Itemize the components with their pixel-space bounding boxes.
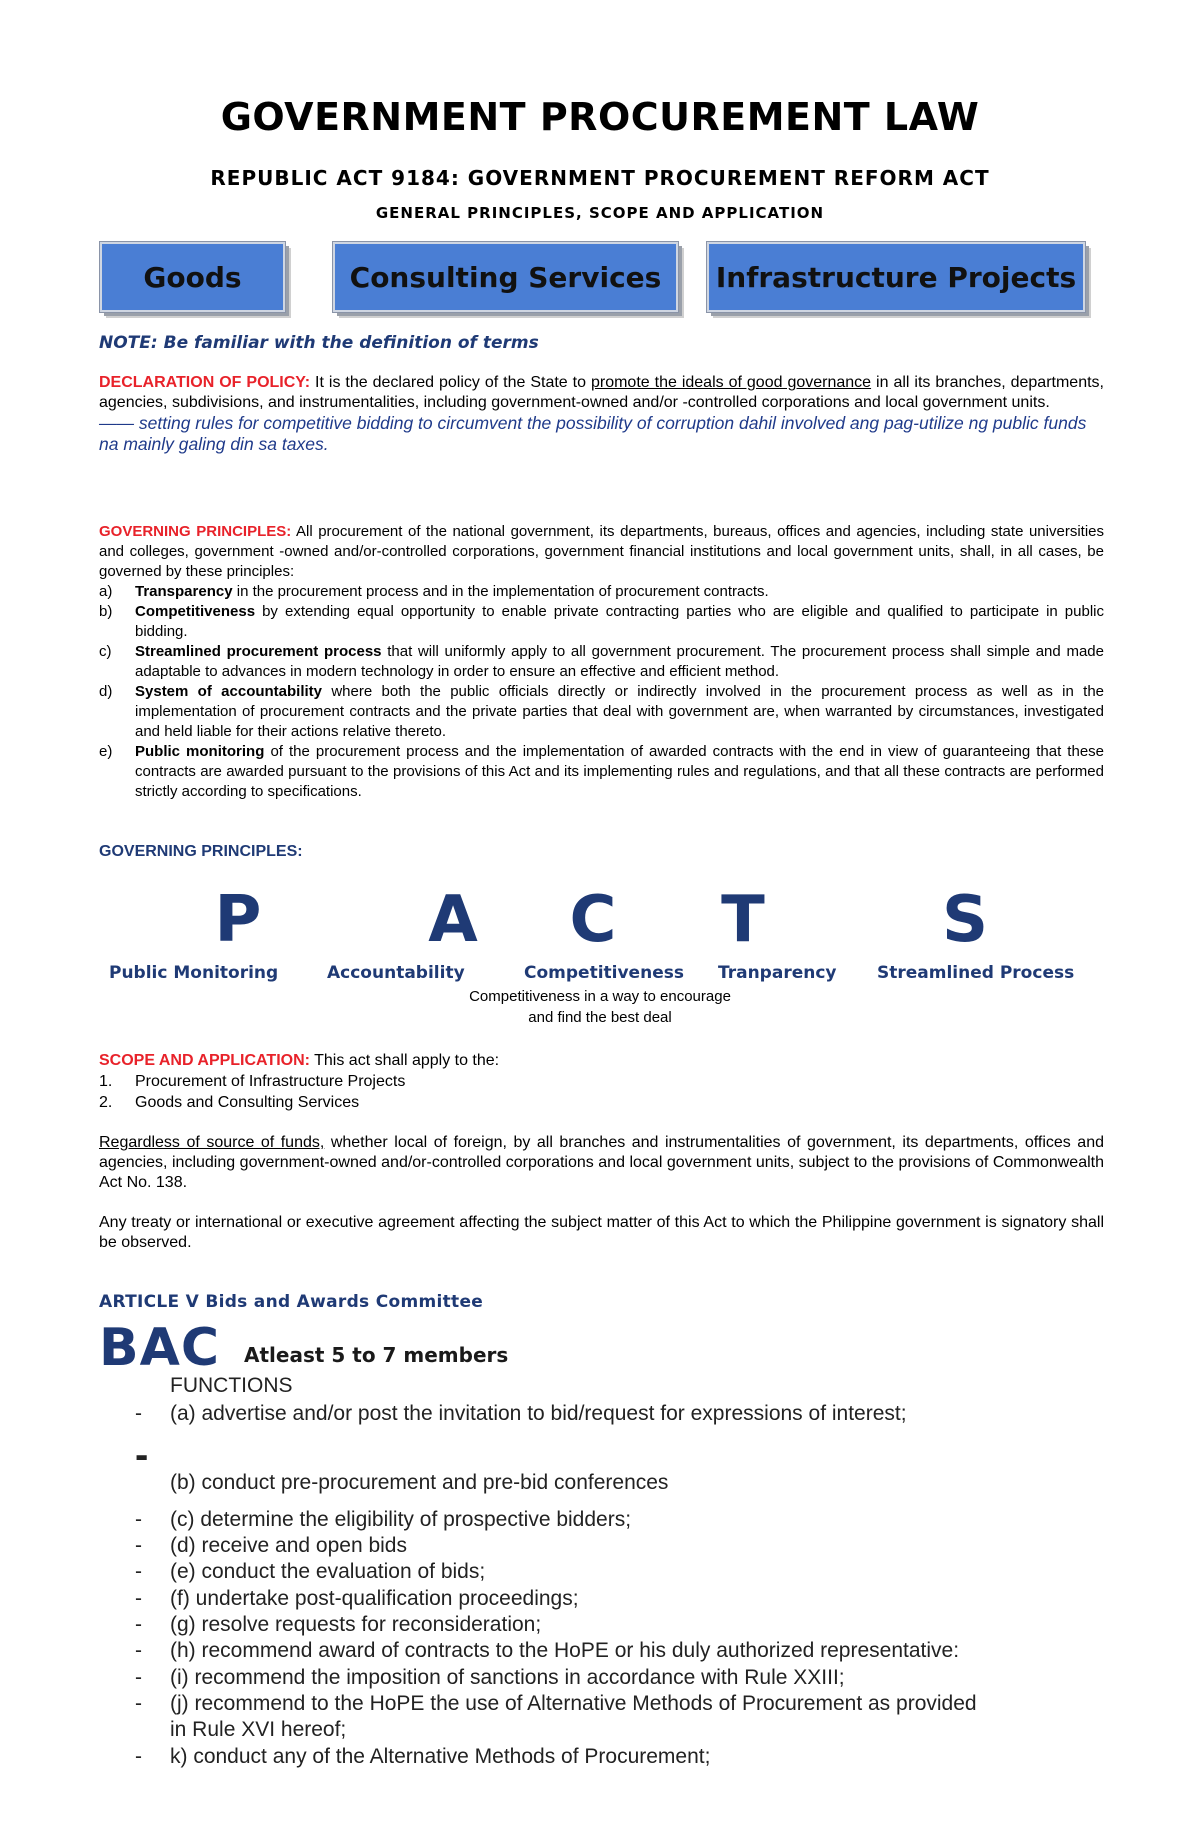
bullet-dash: -: [135, 1433, 149, 1477]
page-title: GOVERNMENT PROCUREMENT LAW: [220, 95, 980, 139]
category-goods: Goods: [100, 242, 285, 312]
list-marker: b): [99, 603, 113, 620]
principle-text: that will uniformly apply to all government procurement. The procurement process shall simple and made adaptable to advances in modern technology in order to ensure an effective and efficient method.: [135, 643, 1104, 680]
bullet-dash: -: [135, 1534, 142, 1557]
bullet-dash: -: [135, 1613, 142, 1636]
pacts-note-line-1: Competitiveness in a way to encourage: [469, 988, 731, 1005]
scope-label: SCOPE AND APPLICATION:: [99, 1052, 310, 1069]
category-infrastructure-projects: Infrastructure Projects: [707, 242, 1085, 312]
function-text: (c) determine the eligibility of prospective bidders;: [170, 1508, 632, 1531]
function-text: k) conduct any of the Alternative Methods of Procurement;: [170, 1745, 711, 1768]
function-text: (b) conduct pre-procurement and pre-bid conferences: [170, 1471, 669, 1494]
list-item: [99, 742, 1104, 802]
list-marker: d): [99, 683, 113, 700]
list-item: [99, 582, 1104, 602]
principle-text: where both the public officials directly or indirectly involved in the procurement process as well as in the implementation of procurement contracts and the private parties that deal with government are, when warranted by circumstances, investigated and held liable for their actions relative thereto.: [135, 683, 1105, 740]
note-text: NOTE: Be familiar with the definition of terms: [99, 333, 539, 353]
pacts-label-accountability: Accountability: [327, 963, 465, 983]
pacts-letter-a: A: [428, 883, 478, 957]
list-marker: 1.: [99, 1073, 113, 1090]
section-subtitle: GENERAL PRINCIPLES, SCOPE AND APPLICATION: [375, 204, 825, 222]
category-consulting-services: Consulting Services: [333, 242, 678, 312]
pacts-note-line-2: and find the best deal: [528, 1009, 672, 1026]
act-subtitle: REPUBLIC ACT 9184: GOVERNMENT PROCUREMENT REFORM ACT: [210, 166, 990, 190]
declaration-comment: —— setting rules for competitive bidding to circumvent the possibility of corruption dahil involved ang pag-utilize ng public funds na mainly galing din sa taxes.: [99, 413, 1087, 454]
funds-paragraph: [99, 1133, 1104, 1193]
governing-intro: All procurement of the national government, its departments, bureaus, offices and agencies, including state universities and colleges, government -owned and/or-controlled corporations, government financial institutions and local government units, shall, in all cases, be governed by these principles:: [99, 523, 1104, 580]
funds-text: whether local of foreign, by all branches and instrumentalities of government, its departments, offices and agencies, including government-owned and/or-controlled corporations and local government units, subject to the provisions of Commonwealth Act No. 138.: [99, 1134, 1104, 1191]
function-text: (f) undertake post-qualification proceedings;: [170, 1587, 579, 1610]
function-text: (g) resolve requests for reconsideration;: [170, 1613, 542, 1636]
list-marker: a): [99, 583, 113, 600]
principle-term: Streamlined procurement process: [135, 643, 382, 660]
bullet-dash: -: [135, 1666, 142, 1689]
declaration-underlined: promote the ideals of good governance: [590, 374, 872, 391]
declaration-label: DECLARATION OF POLICY:: [99, 374, 311, 391]
principle-text: of the procurement process and the implementation of awarded contracts with the end in view of guaranteeing that these contracts are awarded pursuant to the provisions of this Act and its implementing rules and regulations, and that all these contracts are performed strictly according to specifications.: [135, 743, 1105, 800]
declaration-paragraph: [99, 373, 1104, 455]
funds-underlined: Regardless of source of funds,: [99, 1134, 325, 1151]
scope-text: This act shall apply to the:: [309, 1052, 500, 1069]
pacts-label-competitiveness: Competitiveness: [524, 963, 684, 983]
scope-paragraph: [99, 1050, 1104, 1113]
list-item: [99, 602, 1104, 642]
function-text: (i) recommend the imposition of sanctions in accordance with Rule XXIII;: [170, 1666, 845, 1689]
pacts-label-streamlined-process: Streamlined Process: [877, 963, 1075, 983]
bullet-dash: -: [135, 1639, 142, 1662]
declaration-text-1: It is the declared policy of the State to: [310, 374, 591, 391]
pacts-letter-c: C: [569, 883, 617, 957]
treaty-paragraph: Any treaty or international or executive agreement affecting the subject matter of this Act to which the Philippine government is signatory shall be observed.: [99, 1214, 1104, 1251]
declaration-text-2: in all its branches, departments, agencies, subdivisions, and instrumentalities, including government-owned and/or -controlled corporations and local government units.: [99, 374, 1104, 411]
pacts-letter-p: P: [214, 883, 262, 957]
list-marker: c): [99, 643, 112, 660]
list-item: [99, 642, 1104, 682]
pacts-label-public-monitoring: Public Monitoring: [109, 963, 279, 983]
list-marker: 2.: [99, 1094, 113, 1111]
pacts-letter-t: T: [721, 883, 765, 957]
principle-term: System of accountability: [135, 683, 323, 700]
bullet-dash: -: [135, 1508, 142, 1531]
function-text: (j) recommend to the HoPE the use of Alternative Methods of Procurement as provided: [170, 1692, 977, 1715]
bac-title: BAC: [99, 1318, 221, 1378]
principle-term: Public monitoring: [135, 743, 265, 760]
bullet-dash: -: [135, 1745, 142, 1768]
bac-members: Atleast 5 to 7 members: [244, 1343, 509, 1367]
principle-term: Transparency: [135, 583, 233, 600]
functions-title: FUNCTIONS: [170, 1374, 293, 1397]
principle-text: by extending equal opportunity to enable private contracting parties who are eligible and qualified to participate in public bidding.: [135, 603, 1104, 640]
pacts-heading: GOVERNING PRINCIPLES:: [99, 843, 303, 860]
governing-paragraph: [99, 522, 1104, 802]
list-item: [99, 1071, 1104, 1092]
pacts-label-transparency: Tranparency: [718, 963, 837, 983]
governing-label: GOVERNING PRINCIPLES:: [99, 523, 292, 540]
pacts-letter-s: S: [941, 883, 989, 957]
function-text: (a) advertise and/or post the invitation to bid/request for expressions of interest;: [170, 1402, 907, 1425]
principle-text: in the procurement process and in the implementation of procurement contracts.: [232, 583, 769, 600]
bullet-dash: -: [135, 1587, 142, 1610]
scope-item-text: Goods and Consulting Services: [135, 1094, 360, 1111]
list-item: [99, 1092, 1104, 1113]
function-text: (e) conduct the evaluation of bids;: [170, 1560, 486, 1583]
list-marker: e): [99, 743, 113, 760]
governing-list: [99, 582, 1104, 802]
pacts-note: [440, 986, 760, 1028]
principle-term: Competitiveness: [135, 603, 256, 620]
bullet-dash: -: [135, 1402, 142, 1425]
function-text: (h) recommend award of contracts to the HoPE or his duly authorized representative:: [170, 1639, 960, 1662]
function-text: in Rule XVI hereof;: [170, 1718, 347, 1741]
bullet-dash: -: [135, 1560, 142, 1583]
function-text: (d) receive and open bids: [170, 1534, 407, 1557]
bullet-dash: -: [135, 1692, 142, 1715]
list-item: [99, 682, 1104, 742]
scope-item-text: Procurement of Infrastructure Projects: [135, 1073, 406, 1090]
article-heading: ARTICLE V Bids and Awards Committee: [99, 1292, 484, 1312]
